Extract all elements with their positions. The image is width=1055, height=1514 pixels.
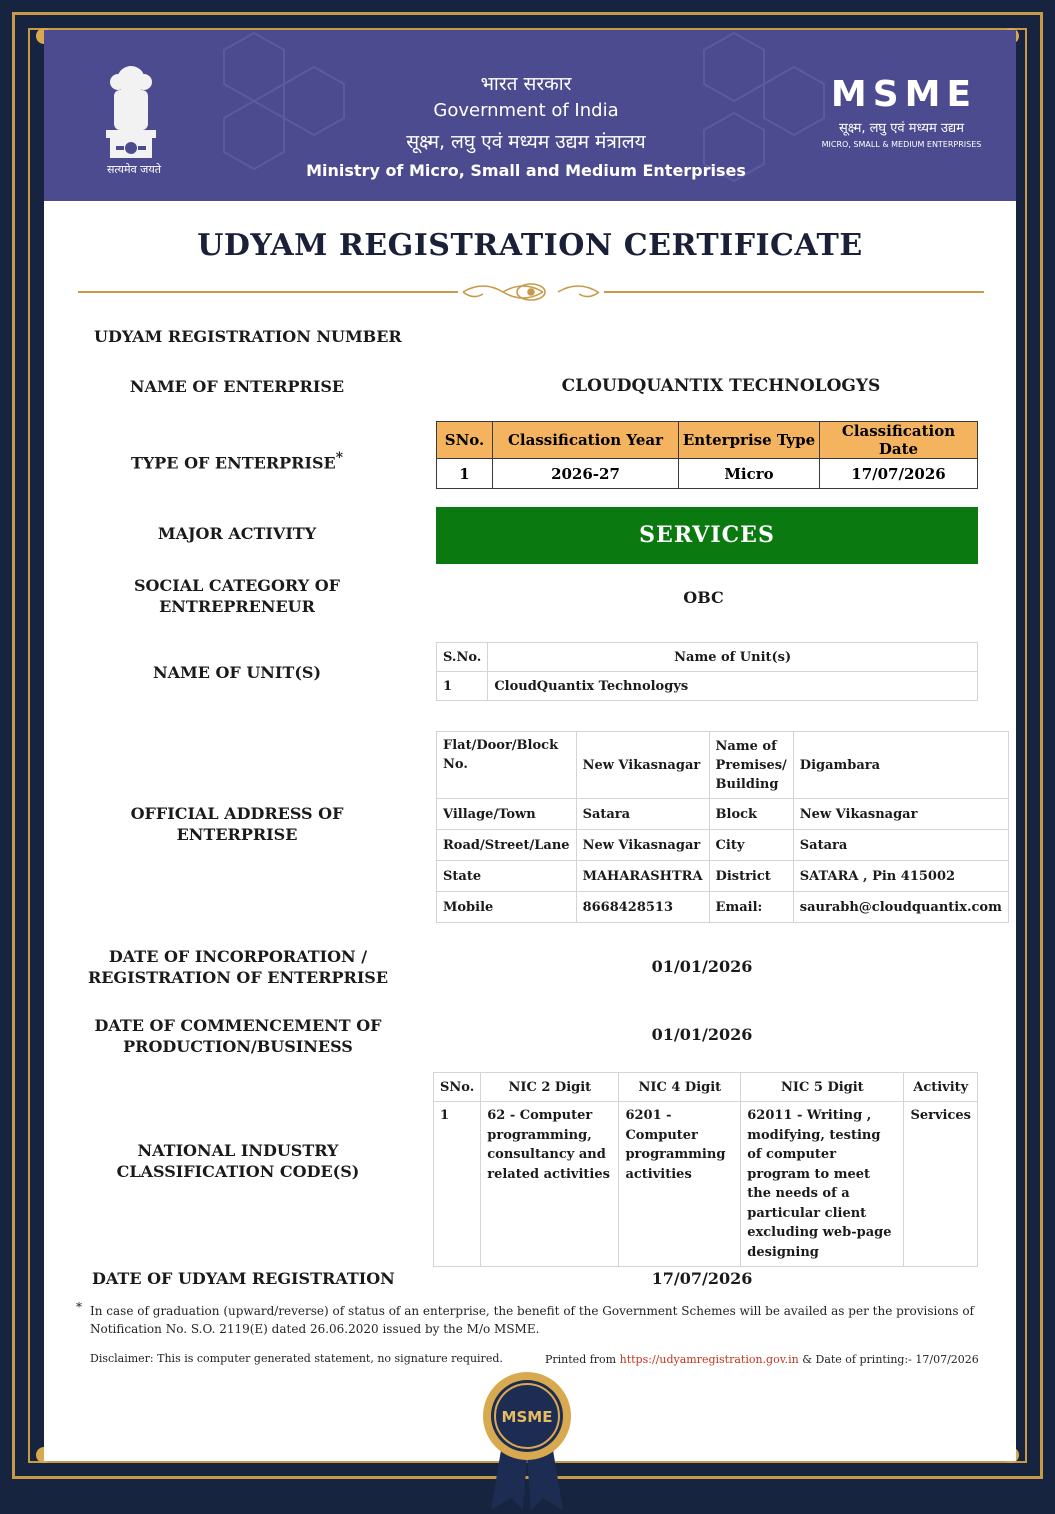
label-commencement-line2: PRODUCTION/BUSINESS — [123, 1037, 353, 1056]
label-nic-line1: NATIONAL INDUSTRY — [137, 1141, 339, 1160]
table-row — [437, 459, 978, 489]
label-major-activity: MAJOR ACTIVITY — [157, 524, 317, 543]
seal-badge-icon — [481, 1370, 573, 1510]
classification-table — [436, 421, 978, 489]
label-social-category-line2: ENTREPRENEUR — [159, 597, 315, 616]
msme-logo — [824, 75, 984, 115]
address-mobile-value: 8668428513 — [576, 892, 709, 923]
cell-nic-2-digit: 62 - Computer programming, consultancy and related activities — [481, 1102, 619, 1267]
address-block-value: New Vikasnagar — [793, 799, 1008, 830]
value-udyam-date: 17/07/2026 — [651, 1269, 753, 1288]
hindi-ministry-title: सूक्ष्म, लघु एवं मध्यम उद्यम मंत्रालय — [406, 131, 646, 153]
header-enterprise-type: Enterprise Type — [679, 422, 820, 459]
cell-nic-4-digit: 6201 - Computer programming activities — [619, 1102, 741, 1267]
address-village-label: Village/Town — [437, 799, 577, 830]
address-district-label: District — [709, 861, 793, 892]
footnote-marker: * — [335, 450, 344, 466]
title-divider-ornament — [78, 280, 984, 304]
cell-nic-activity: Services — [904, 1102, 978, 1267]
footnote-text: In case of graduation (upward/reverse) of status of an enterprise, the benefit of the Government Schemes will be availed as per the provisions of Notification No. S.O. 2119(E) dated 26.06.2020 issued by the M/o MSME. — [90, 1304, 974, 1336]
printed-info — [545, 1353, 979, 1366]
address-flat-value: New Vikasnagar — [576, 732, 709, 799]
header-unit-sno: S.No. — [437, 643, 488, 672]
address-email-label: Email: — [709, 892, 793, 923]
header-nic-4-digit: NIC 4 Digit — [619, 1073, 741, 1102]
label-incorporation-line1: DATE OF INCORPORATION / — [108, 947, 368, 966]
label-enterprise-name: NAME OF ENTERPRISE — [129, 377, 345, 396]
cell-sno: 1 — [437, 459, 493, 489]
udyam-portal-link[interactable]: https://udyamregistration.gov.in — [619, 1353, 799, 1366]
table-row — [437, 892, 1009, 923]
cell-classification-date: 17/07/2026 — [820, 459, 978, 489]
address-road-label: Road/Street/Lane — [437, 830, 577, 861]
msme-logo-text: MSME — [830, 74, 978, 115]
units-table — [436, 642, 978, 701]
msme-english-name: MICRO, SMALL & MEDIUM ENTERPRISES — [821, 140, 982, 149]
header-nic-sno: SNo. — [434, 1073, 481, 1102]
cell-unit-sno: 1 — [437, 672, 488, 701]
table-row — [437, 830, 1009, 861]
label-enterprise-type-text: TYPE OF ENTERPRISE — [130, 453, 336, 473]
label-incorporation-line2: REGISTRATION OF ENTERPRISE — [87, 968, 389, 987]
label-nic-line2: CLASSIFICATION CODE(S) — [116, 1162, 360, 1181]
label-enterprise-type — [92, 448, 382, 473]
units-header-row — [437, 643, 978, 672]
address-email-value: saurabh@cloudquantix.com — [793, 892, 1008, 923]
address-village-value: Satara — [576, 799, 709, 830]
nic-table — [433, 1072, 978, 1267]
address-table — [436, 731, 1009, 923]
printed-suffix: & Date of printing:- 17/07/2026 — [798, 1353, 979, 1366]
header-nic-5-digit: NIC 5 Digit — [741, 1073, 904, 1102]
address-block-label: Block — [709, 799, 793, 830]
printed-prefix: Printed from — [545, 1353, 620, 1366]
hindi-govt-title: भारत सरकार — [480, 73, 572, 95]
label-commencement-line1: DATE OF COMMENCEMENT OF — [94, 1016, 382, 1035]
table-row — [437, 672, 978, 701]
seal-text: MSME — [501, 1408, 553, 1426]
label-incorporation-date — [84, 946, 392, 988]
value-social-category: OBC — [683, 588, 724, 607]
address-city-label: City — [709, 830, 793, 861]
table-row — [437, 861, 1009, 892]
value-incorporation-date: 01/01/2026 — [651, 957, 753, 976]
table-row — [437, 799, 1009, 830]
header-nic-2-digit: NIC 2 Digit — [481, 1073, 619, 1102]
cell-enterprise-type: Micro — [679, 459, 820, 489]
label-reg-number: UDYAM REGISTRATION NUMBER — [94, 327, 402, 346]
cell-classification-year: 2026-27 — [493, 459, 679, 489]
header-classification-year: Classification Year — [493, 422, 679, 459]
header-unit-name: Name of Unit(s) — [488, 643, 978, 672]
address-road-value: New Vikasnagar — [576, 830, 709, 861]
table-row — [434, 1102, 978, 1267]
major-activity-banner: SERVICES — [436, 507, 978, 564]
label-nic-codes — [84, 1140, 392, 1182]
address-district-value: SATARA , Pin 415002 — [793, 861, 1008, 892]
graduation-footnote — [76, 1300, 974, 1338]
emblem-motto: सत्यमेव जयते — [106, 163, 161, 176]
address-state-label: State — [437, 861, 577, 892]
cell-unit-name: CloudQuantix Technologys — [488, 672, 978, 701]
value-enterprise-name: CLOUDQUANTIX TECHNOLOGYS — [561, 376, 881, 396]
table-row — [437, 732, 1009, 799]
ashoka-emblem-icon — [94, 62, 168, 170]
label-official-address — [92, 803, 382, 845]
cell-nic-5-digit: 62011 - Writing , modifying, testing of computer program to meet the needs of a particular client excluding web-page designing — [741, 1102, 904, 1267]
header-sno: SNo. — [437, 422, 493, 459]
label-commencement-date — [84, 1015, 392, 1057]
msme-hindi-name: सूक्ष्म, लघु एवं मध्यम उद्यम — [839, 121, 964, 136]
label-address-line1: OFFICIAL ADDRESS OF — [130, 804, 344, 823]
footnote-star: * — [76, 1300, 82, 1314]
address-mobile-label: Mobile — [437, 892, 577, 923]
nic-header-row — [434, 1073, 978, 1102]
disclaimer-text: Disclaimer: This is computer generated statement, no signature required. — [90, 1352, 503, 1365]
govt-of-india-title: Government of India — [433, 100, 619, 121]
address-flat-label: Flat/Door/Block No. — [437, 732, 577, 799]
address-premises-label: Name of Premises/ Building — [709, 732, 793, 799]
header-classification-date: Classification Date — [820, 422, 978, 459]
ministry-title: Ministry of Micro, Small and Medium Enterprises — [306, 161, 746, 180]
header-nic-activity: Activity — [904, 1073, 978, 1102]
government-header — [44, 30, 1016, 201]
cell-nic-sno: 1 — [434, 1102, 481, 1267]
label-social-category-line1: SOCIAL CATEGORY OF — [133, 576, 340, 595]
certificate-sheet — [44, 30, 1016, 1461]
classification-header-row — [437, 422, 978, 459]
label-unit-names: NAME OF UNIT(S) — [152, 663, 322, 682]
label-social-category — [92, 575, 382, 617]
label-udyam-date: DATE OF UDYAM REGISTRATION — [92, 1269, 395, 1288]
value-commencement-date: 01/01/2026 — [651, 1025, 753, 1044]
certificate-title: UDYAM REGISTRATION CERTIFICATE — [197, 228, 863, 263]
label-address-line2: ENTERPRISE — [176, 825, 298, 844]
msme-gold-seal — [481, 1370, 573, 1510]
address-city-value: Satara — [793, 830, 1008, 861]
address-state-value: MAHARASHTRA — [576, 861, 709, 892]
address-premises-value: Digambara — [793, 732, 1008, 799]
